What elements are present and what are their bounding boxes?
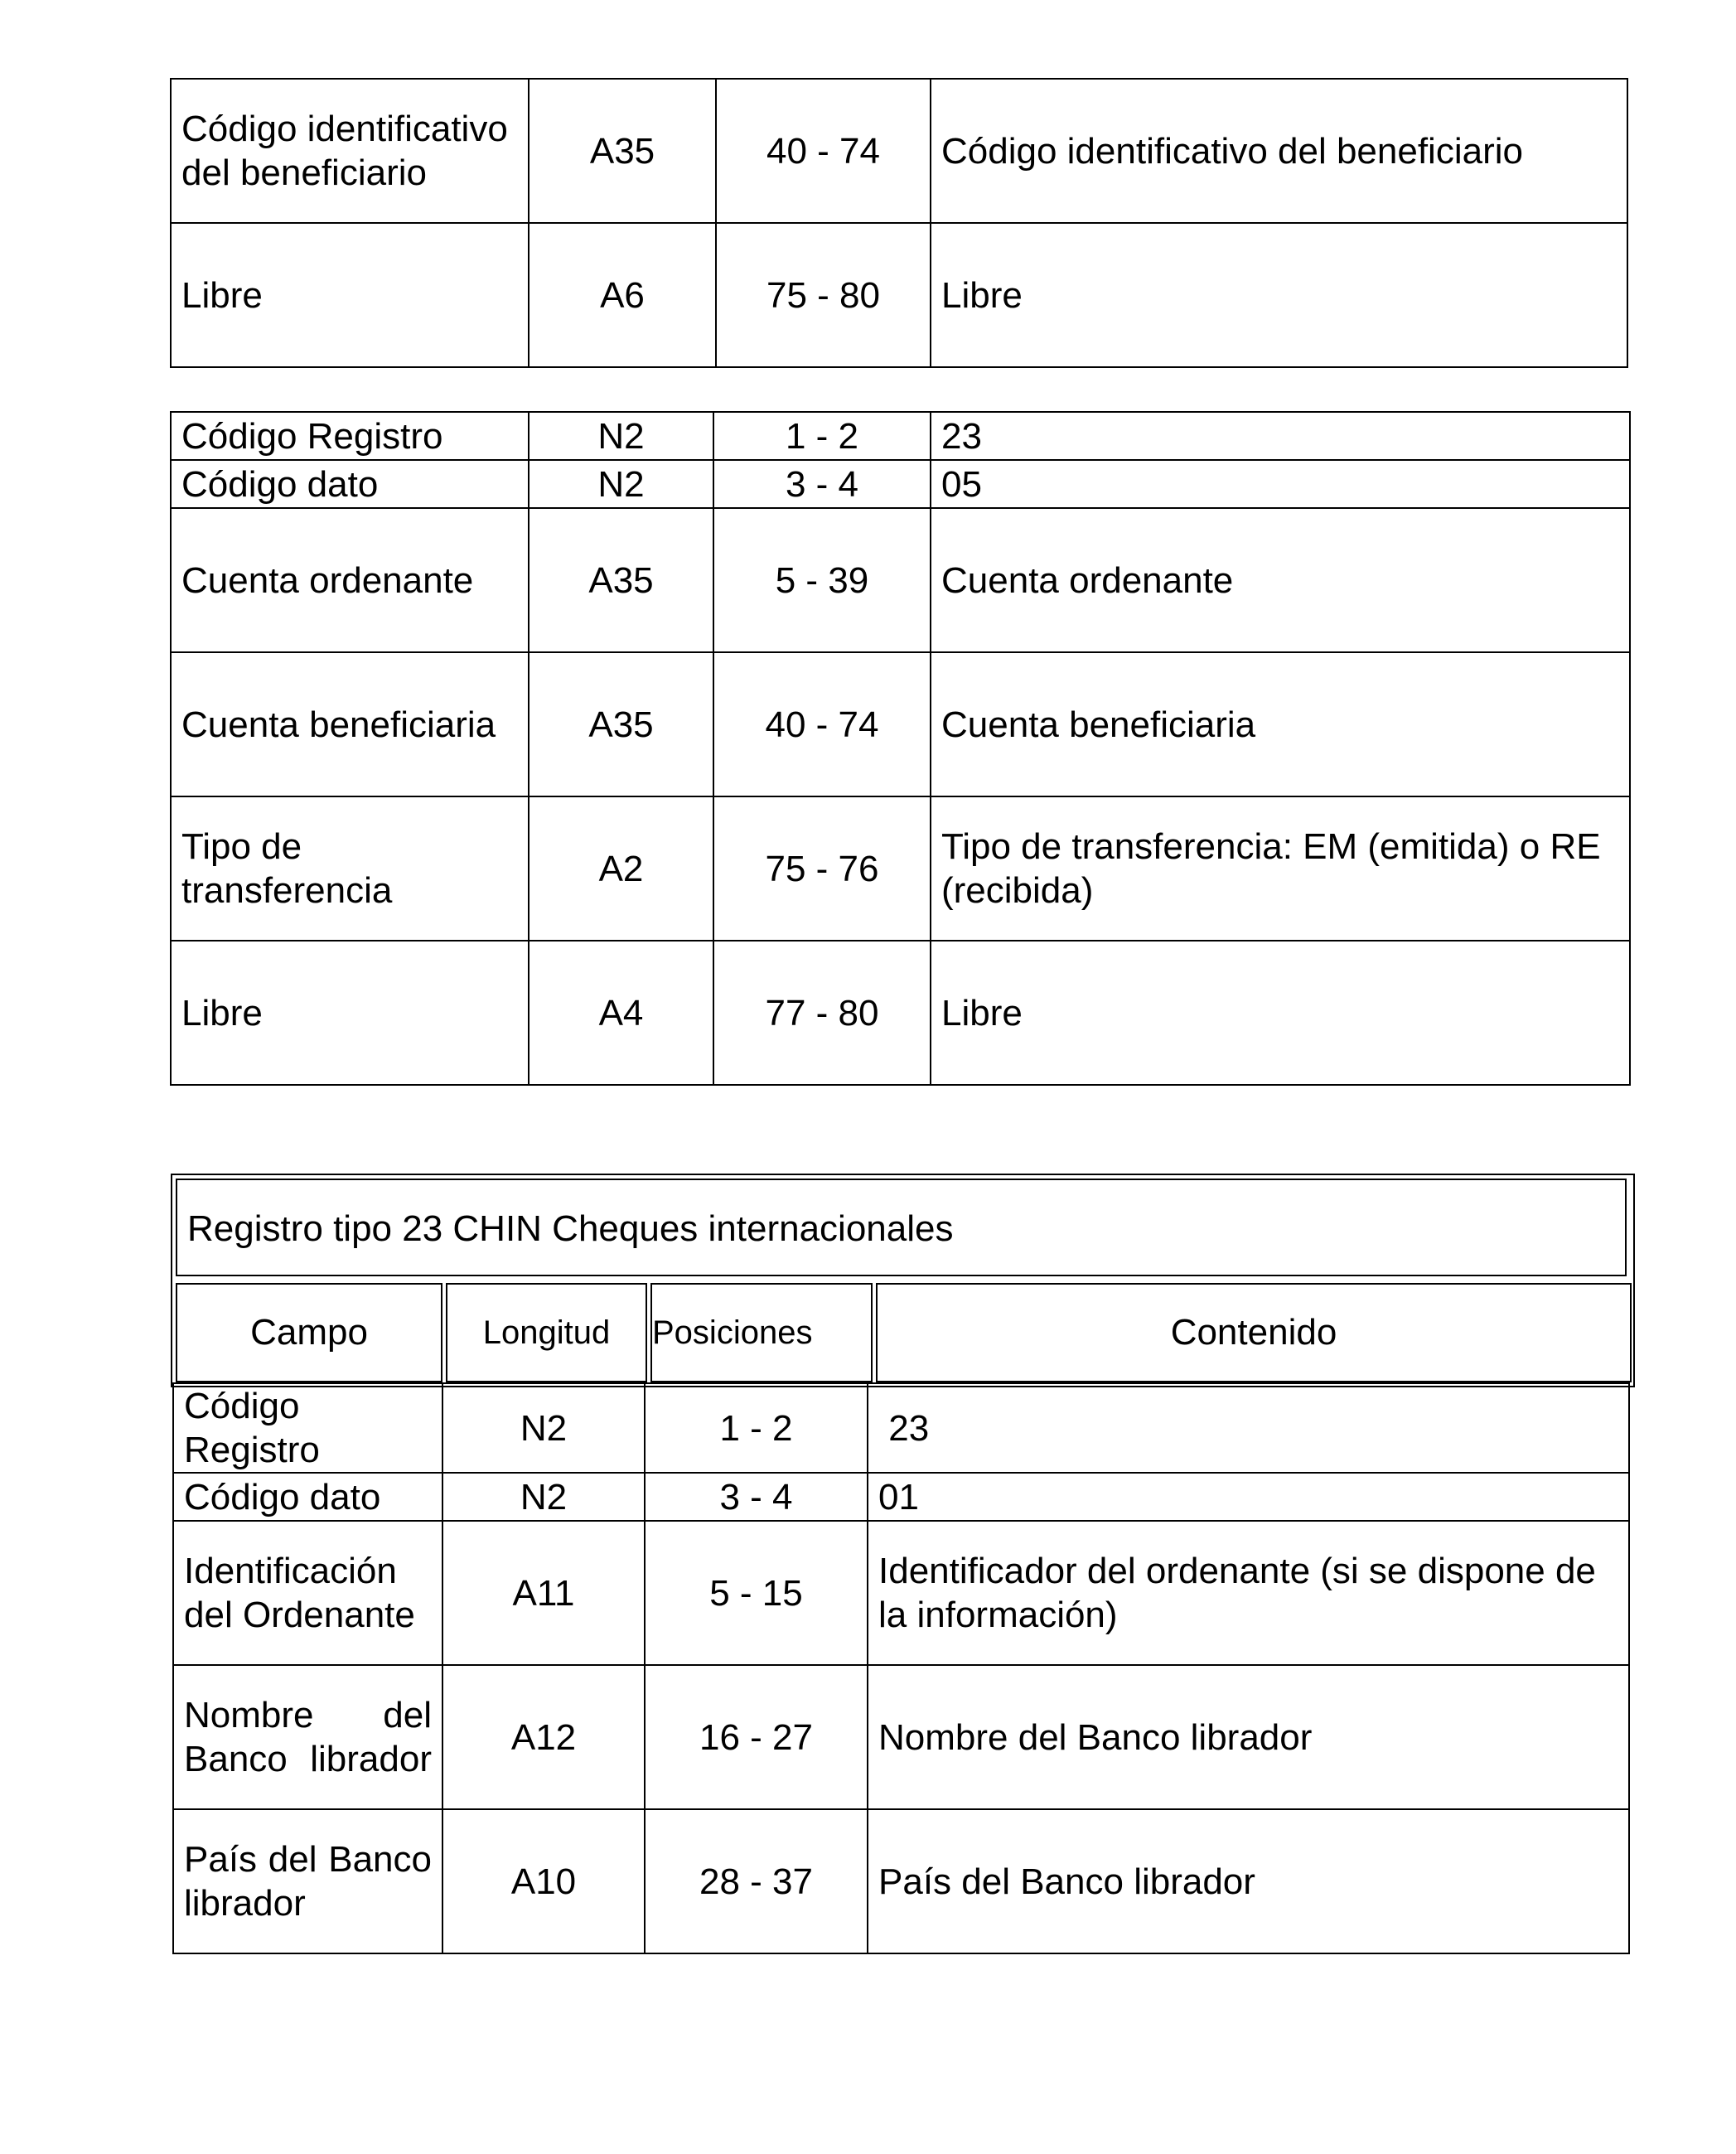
column-header-campo: Campo <box>176 1283 442 1382</box>
field-length: N2 <box>442 1473 645 1521</box>
field-positions: 3 - 4 <box>713 460 931 508</box>
field-length: A4 <box>529 941 713 1085</box>
field-name: Nombre del Banco librador <box>173 1665 442 1809</box>
field-name: Código Registro <box>171 412 529 460</box>
table-row <box>171 652 1630 796</box>
field-length: A10 <box>442 1809 645 1953</box>
table-row <box>171 941 1630 1085</box>
field-positions: 40 - 74 <box>716 79 931 223</box>
field-content: Nombre del Banco librador <box>868 1665 1629 1809</box>
table-title: Registro tipo 23 CHIN Cheques internacionales <box>176 1179 1627 1276</box>
table-continuation <box>170 78 1628 368</box>
field-positions: 16 - 27 <box>645 1665 868 1809</box>
field-length: N2 <box>529 460 713 508</box>
field-positions: 1 - 2 <box>713 412 931 460</box>
field-content: 23 <box>931 412 1630 460</box>
column-header-posiciones: Posiciones <box>650 1283 873 1382</box>
field-length: A35 <box>529 79 716 223</box>
field-content: Identificador del ordenante (si se dispone de la información) <box>868 1521 1629 1665</box>
column-header-longitud: Longitud <box>446 1283 647 1382</box>
field-name: Cuenta beneficiaria <box>171 652 529 796</box>
field-length: A35 <box>529 508 713 652</box>
field-content: Código identificativo del beneficiario <box>931 79 1627 223</box>
field-name: Código Registro <box>173 1383 442 1473</box>
table-row <box>171 223 1627 367</box>
field-length: A6 <box>529 223 716 367</box>
field-content: Libre <box>931 941 1630 1085</box>
field-name: Libre <box>171 223 529 367</box>
field-name: Tipo de transferencia <box>171 796 529 941</box>
field-positions: 75 - 80 <box>716 223 931 367</box>
field-content: Cuenta beneficiaria <box>931 652 1630 796</box>
field-positions: 77 - 80 <box>713 941 931 1085</box>
table-row <box>171 796 1630 941</box>
field-name: País del Banco librador <box>173 1809 442 1953</box>
field-name: Código identificativo del beneficiario <box>171 79 529 223</box>
field-content: 05 <box>931 460 1630 508</box>
table-row <box>173 1521 1629 1665</box>
field-length: A12 <box>442 1665 645 1809</box>
field-name: Código dato <box>171 460 529 508</box>
table-row <box>173 1473 1629 1521</box>
field-content: Cuenta ordenante <box>931 508 1630 652</box>
field-length: A2 <box>529 796 713 941</box>
table-row <box>173 1665 1629 1809</box>
table-row <box>171 508 1630 652</box>
field-content: Libre <box>931 223 1627 367</box>
field-length: N2 <box>442 1383 645 1473</box>
field-content: 01 <box>868 1473 1629 1521</box>
column-header-contenido: Contenido <box>876 1283 1632 1382</box>
table-row <box>171 79 1627 223</box>
field-positions: 5 - 39 <box>713 508 931 652</box>
field-length: A35 <box>529 652 713 796</box>
table-record-05 <box>170 411 1631 1086</box>
table-row <box>173 1809 1629 1953</box>
field-positions: 40 - 74 <box>713 652 931 796</box>
field-content: 23 <box>868 1383 1629 1473</box>
table-row <box>173 1383 1629 1473</box>
table-row <box>171 412 1630 460</box>
field-positions: 3 - 4 <box>645 1473 868 1521</box>
table-row <box>171 460 1630 508</box>
field-positions: 75 - 76 <box>713 796 931 941</box>
field-name: Libre <box>171 941 529 1085</box>
field-positions: 5 - 15 <box>645 1521 868 1665</box>
field-name: Código dato <box>173 1473 442 1521</box>
field-length: A11 <box>442 1521 645 1665</box>
table-header-block <box>171 1174 1635 1387</box>
field-positions: 1 - 2 <box>645 1383 868 1473</box>
field-content: País del Banco librador <box>868 1809 1629 1953</box>
field-name: Cuenta ordenante <box>171 508 529 652</box>
field-name: Identificación del Ordenante <box>173 1521 442 1665</box>
field-content: Tipo de transferencia: EM (emitida) o RE (recibida) <box>931 796 1630 941</box>
table-record-chin <box>172 1382 1630 1954</box>
field-length: N2 <box>529 412 713 460</box>
field-positions: 28 - 37 <box>645 1809 868 1953</box>
